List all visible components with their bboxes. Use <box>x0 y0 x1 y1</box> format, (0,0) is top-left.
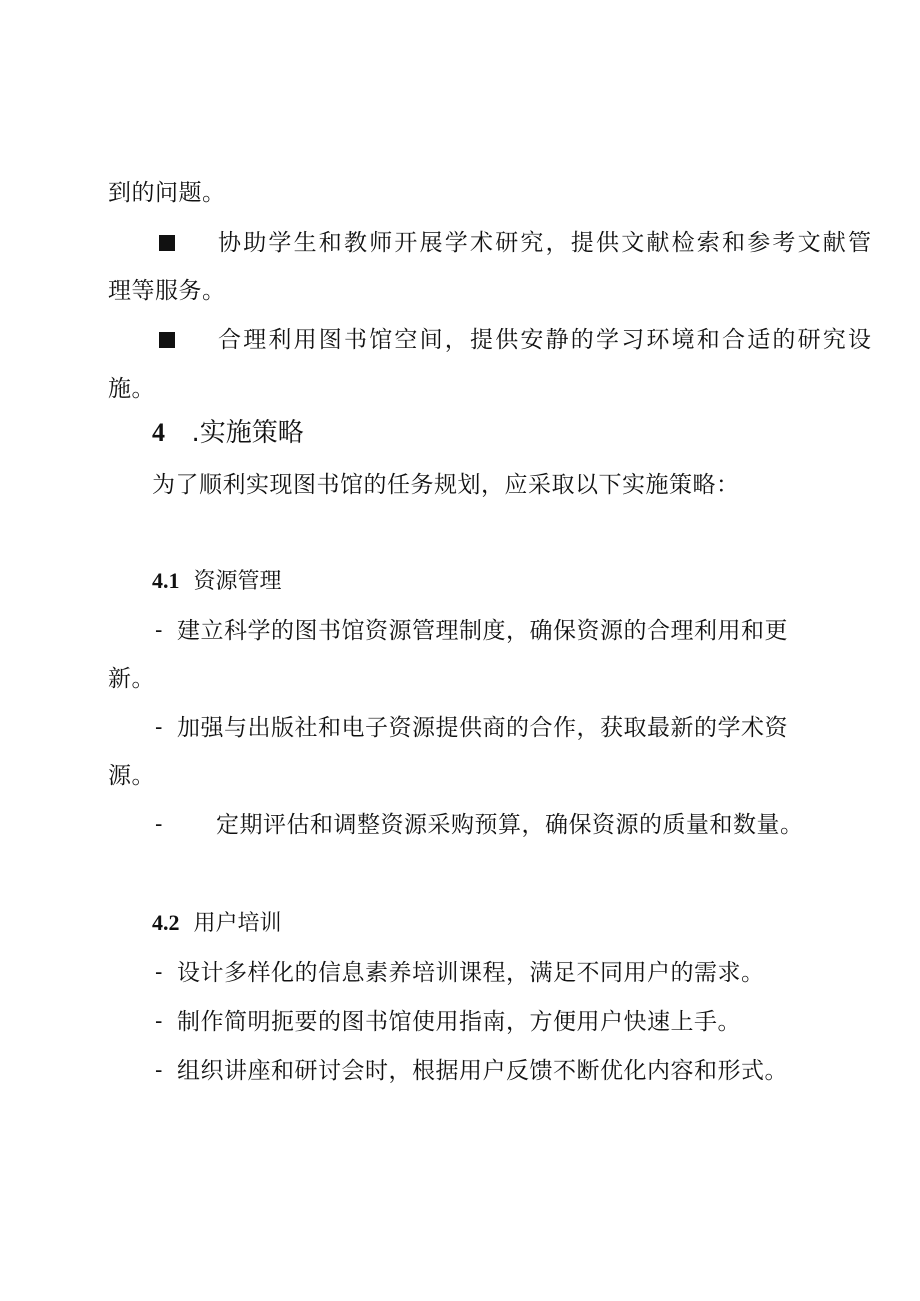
bullet-2-line-2: 施。 <box>108 376 155 402</box>
dash-bullet: - <box>155 812 163 837</box>
resource-item-1-line-1: 建立科学的图书馆资源管理制度，确保资源的合理利用和更 <box>177 618 788 644</box>
bullet-2-line-1: 合理利用图书馆空间，提供安静的学习环境和合适的研究设 <box>218 327 874 353</box>
dash-bullet: - <box>155 1058 163 1083</box>
section-4-1-heading <box>152 566 282 597</box>
square-bullet-icon <box>159 332 175 348</box>
bullet-1-line-2: 理等服务。 <box>108 278 226 304</box>
training-item-1: 设计多样化的信息素养培训课程，满足不同用户的需求。 <box>177 960 765 986</box>
square-bullet-icon <box>159 235 175 251</box>
training-item-3: 组织讲座和研讨会时，根据用户反馈不断优化内容和形式。 <box>177 1058 788 1084</box>
section-4-2-heading <box>152 908 282 939</box>
section-4-number: 4 <box>152 418 165 447</box>
section-4-title: .实施策略 <box>191 418 304 448</box>
section-4-intro: 为了顺利实现图书馆的任务规划，应采取以下实施策略： <box>152 472 740 498</box>
continuation-text: 到的问题。 <box>108 180 226 206</box>
dash-bullet: - <box>155 960 163 985</box>
resource-item-2-line-2: 源。 <box>108 763 155 789</box>
resource-item-1-line-2: 新。 <box>108 666 155 692</box>
section-4-1-title: 资源管理 <box>193 569 282 594</box>
dash-bullet: - <box>155 1009 163 1034</box>
resource-item-2-line-1: 加强与出版社和电子资源提供商的合作，获取最新的学术资 <box>177 715 788 741</box>
section-4-2-title: 用户培训 <box>193 911 282 936</box>
section-4-2-number: 4.2 <box>152 910 180 935</box>
training-item-2: 制作简明扼要的图书馆使用指南，方便用户快速上手。 <box>177 1009 741 1035</box>
dash-bullet: - <box>155 618 163 643</box>
dash-bullet: - <box>155 715 163 740</box>
section-4-heading <box>152 416 304 450</box>
section-4-1-number: 4.1 <box>152 568 180 593</box>
resource-item-3-line-1: 定期评估和调整资源采购预算，确保资源的质量和数量。 <box>216 812 804 838</box>
bullet-1-line-1: 协助学生和教师开展学术研究，提供文献检索和参考文献管 <box>218 230 874 256</box>
